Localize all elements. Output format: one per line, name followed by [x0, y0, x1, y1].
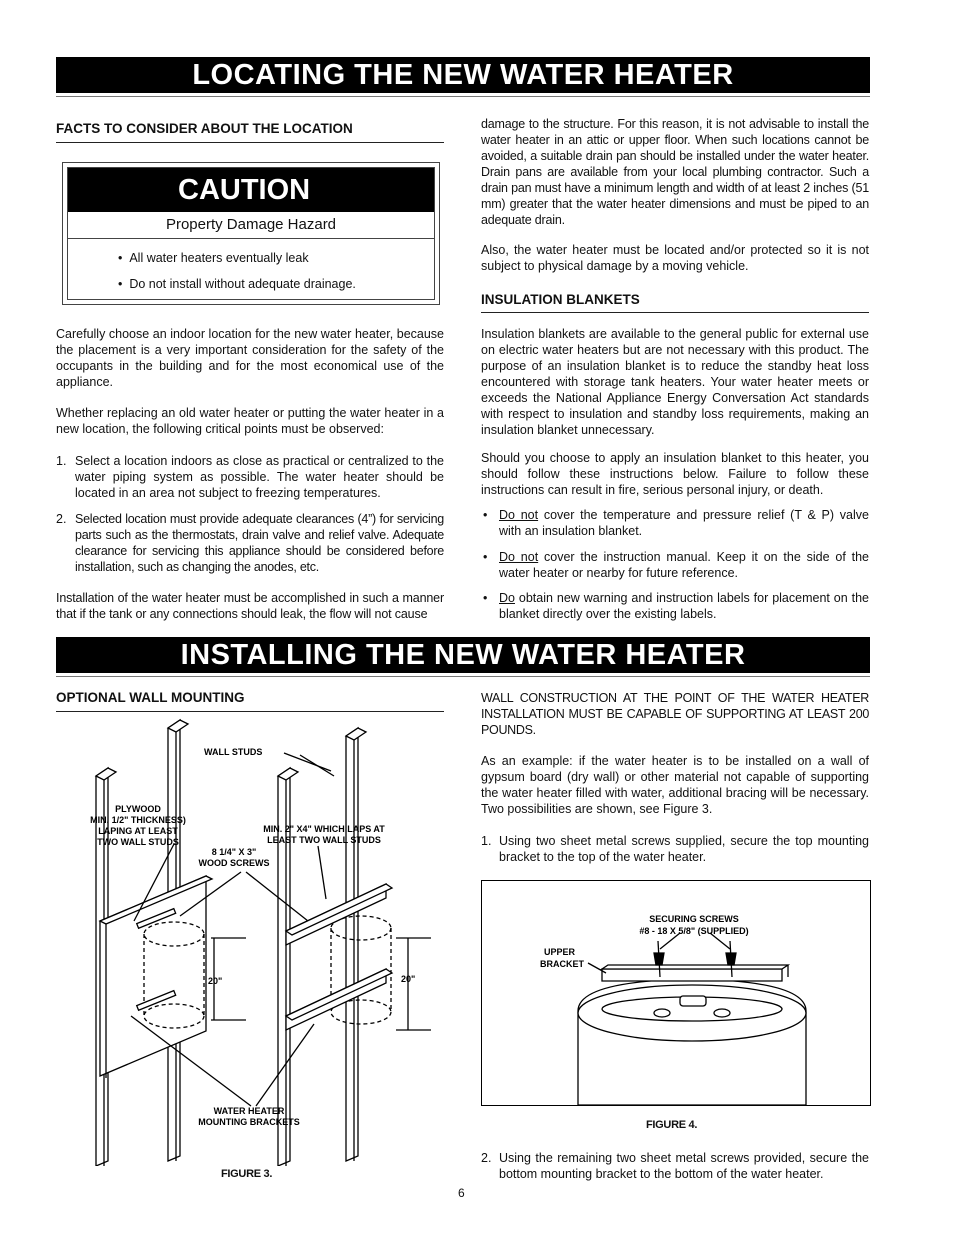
bullet-item: Do not cover the temperature and pressure relief (T & P) valve with an insulation blanket. [499, 508, 869, 538]
caution-subtitle: Property Damage Hazard [68, 212, 434, 239]
label-dimension: 20" [208, 976, 223, 986]
figure-3-wall-mounting-diagram [56, 716, 446, 1166]
label-2x4: MIN. 2" X4" WHICH LAPS AT [263, 824, 385, 834]
label-wall-studs: WALL STUDS [204, 747, 263, 757]
caution-title: CAUTION [68, 168, 434, 212]
section-title-installing: INSTALLING THE NEW WATER HEATER [56, 637, 870, 673]
label-plywood: LAPING AT LEAST [98, 826, 178, 836]
figure-4-caption: FIGURE 4. [646, 1119, 698, 1131]
label-dimension: 20" [401, 974, 416, 984]
label-plywood: PLYWOOD [115, 804, 161, 814]
insulation-heading: INSULATION BLANKETS [481, 292, 640, 307]
wall-mounting-heading: OPTIONAL WALL MOUNTING [56, 690, 245, 705]
bullet-item: Do obtain new warning and instruction labels for placement on the blanket directly over the existing labels. [499, 591, 869, 621]
caution-box [62, 162, 440, 305]
label-upper-bracket: BRACKET [540, 959, 584, 969]
section-title-locating: LOCATING THE NEW WATER HEATER [56, 57, 870, 93]
label-wood-screws: 8 1/4" X 3" [211, 847, 257, 857]
step-number: 2. [481, 1151, 492, 1165]
paragraph: Also, the water heater must be located and/or protected so it is not subject to physical damage by a moving vehicle. [481, 243, 869, 273]
bullet-item: Do not cover the instruction manual. Keep it on the side of the water heater or nearby for future reference. [499, 550, 869, 580]
facts-heading: FACTS TO CONSIDER ABOUT THE LOCATION [56, 121, 353, 136]
label-wood-screws: WOOD SCREWS [198, 858, 270, 868]
label-brackets: WATER HEATER [213, 1106, 285, 1116]
figure-4-bracket-diagram [482, 881, 870, 1105]
page-number: 6 [458, 1186, 465, 1200]
step-number: 1. [481, 834, 492, 848]
list-number: 2. [56, 512, 67, 526]
label-2x4: LEAST TWO WALL STUDS [267, 835, 381, 845]
label-brackets: MOUNTING BRACKETS [198, 1117, 300, 1127]
heading-rule [56, 142, 444, 143]
paragraph: Installation of the water heater must be accomplished in such a manner that if the tank or any connections should leak, the flow will not cause [56, 591, 444, 621]
label-securing-screws: SECURING SCREWS [649, 914, 739, 924]
paragraph: Should you choose to apply an insulation blanket to this heater, you should follow these instructions below. Failure to follow these instructions can result in fire, serious personal injury, or death. [481, 451, 869, 497]
banner-rule [56, 96, 870, 97]
paragraph: Carefully choose an indoor location for the new water heater, because the placement is a very important consideration for the safety of the occupants in the building and for the most economical use of the appliance. [56, 327, 444, 389]
bullet: • [483, 550, 488, 564]
paragraph-warning: WALL CONSTRUCTION AT THE POINT OF THE WATER HEATER INSTALLATION MUST BE CAPABLE OF SUPPORTING AT LEAST 200 POUNDS. [481, 691, 869, 737]
step-text: Using two sheet metal screws supplied, secure the top mounting bracket to the top of the water heater. [499, 834, 869, 864]
caution-item: • All water heaters eventually leak [118, 251, 309, 265]
list-item: Selected location must provide adequate clearances (4”) for servicing parts such as the thermostats, drain valve and relief valve. Adequate clearance for servicing this appliance should be considered before installation, such as changing the anodes, etc. [75, 512, 444, 574]
paragraph: damage to the structure. For this reason, it is not advisable to install the water heater in an attic or upper floor. When such locations cannot be avoided, a suitable drain pan should be installed under the water heater. Drain pans are available from your local plumbing contractor. Such a drain pan must have a minimum length and width of at least 2 inches (51 mm) greater that the water heater dimensions and must be piped to an adequate drain. [481, 117, 869, 227]
list-item: Select a location indoors as close as practical or centralized to the water piping system as possible. The water heater should be located in an area not subject to freezing temperatures. [75, 454, 444, 500]
paragraph: Insulation blankets are available to the general public for external use on electric water heaters but are not necessary with this product. The purpose of an insulation blanket is to reduce the standby heat loss encountered with storage tank heaters. Your water heater meets or exceeds the National Appliance Energy Conversation Act standards with respect to insulation and standby loss requirements, making an insulation blanket unnecessary. [481, 327, 869, 437]
bullet: • [483, 591, 488, 605]
paragraph: As an example: if the water heater is to be installed on a wall of gypsum board (dry wall) or other material not capable of supporting the water heater filled with water, additional bracing will be necessary. Two possibilities are shown, see Figure 3. [481, 754, 869, 816]
heading-rule [56, 711, 444, 712]
caution-item: • Do not install without adequate drainage. [118, 277, 356, 291]
figure-3-caption: FIGURE 3. [221, 1168, 273, 1180]
figure-4-box [481, 880, 871, 1106]
paragraph: Whether replacing an old water heater or putting the water heater in a new location, the following critical points must be observed: [56, 406, 444, 436]
bullet: • [483, 508, 488, 522]
label-securing-screws: #8 - 18 X 5/8" (SUPPLIED) [639, 926, 749, 936]
label-upper-bracket: UPPER [544, 947, 576, 957]
banner-rule [56, 676, 870, 677]
heading-rule [481, 312, 869, 313]
label-plywood: TWO WALL STUDS [97, 837, 179, 847]
list-number: 1. [56, 454, 67, 468]
label-plywood: MIN. 1/2" THICKNESS) [90, 815, 186, 825]
step-text: Using the remaining two sheet metal screws provided, secure the bottom mounting bracket to the bottom of the water heater. [499, 1151, 869, 1181]
